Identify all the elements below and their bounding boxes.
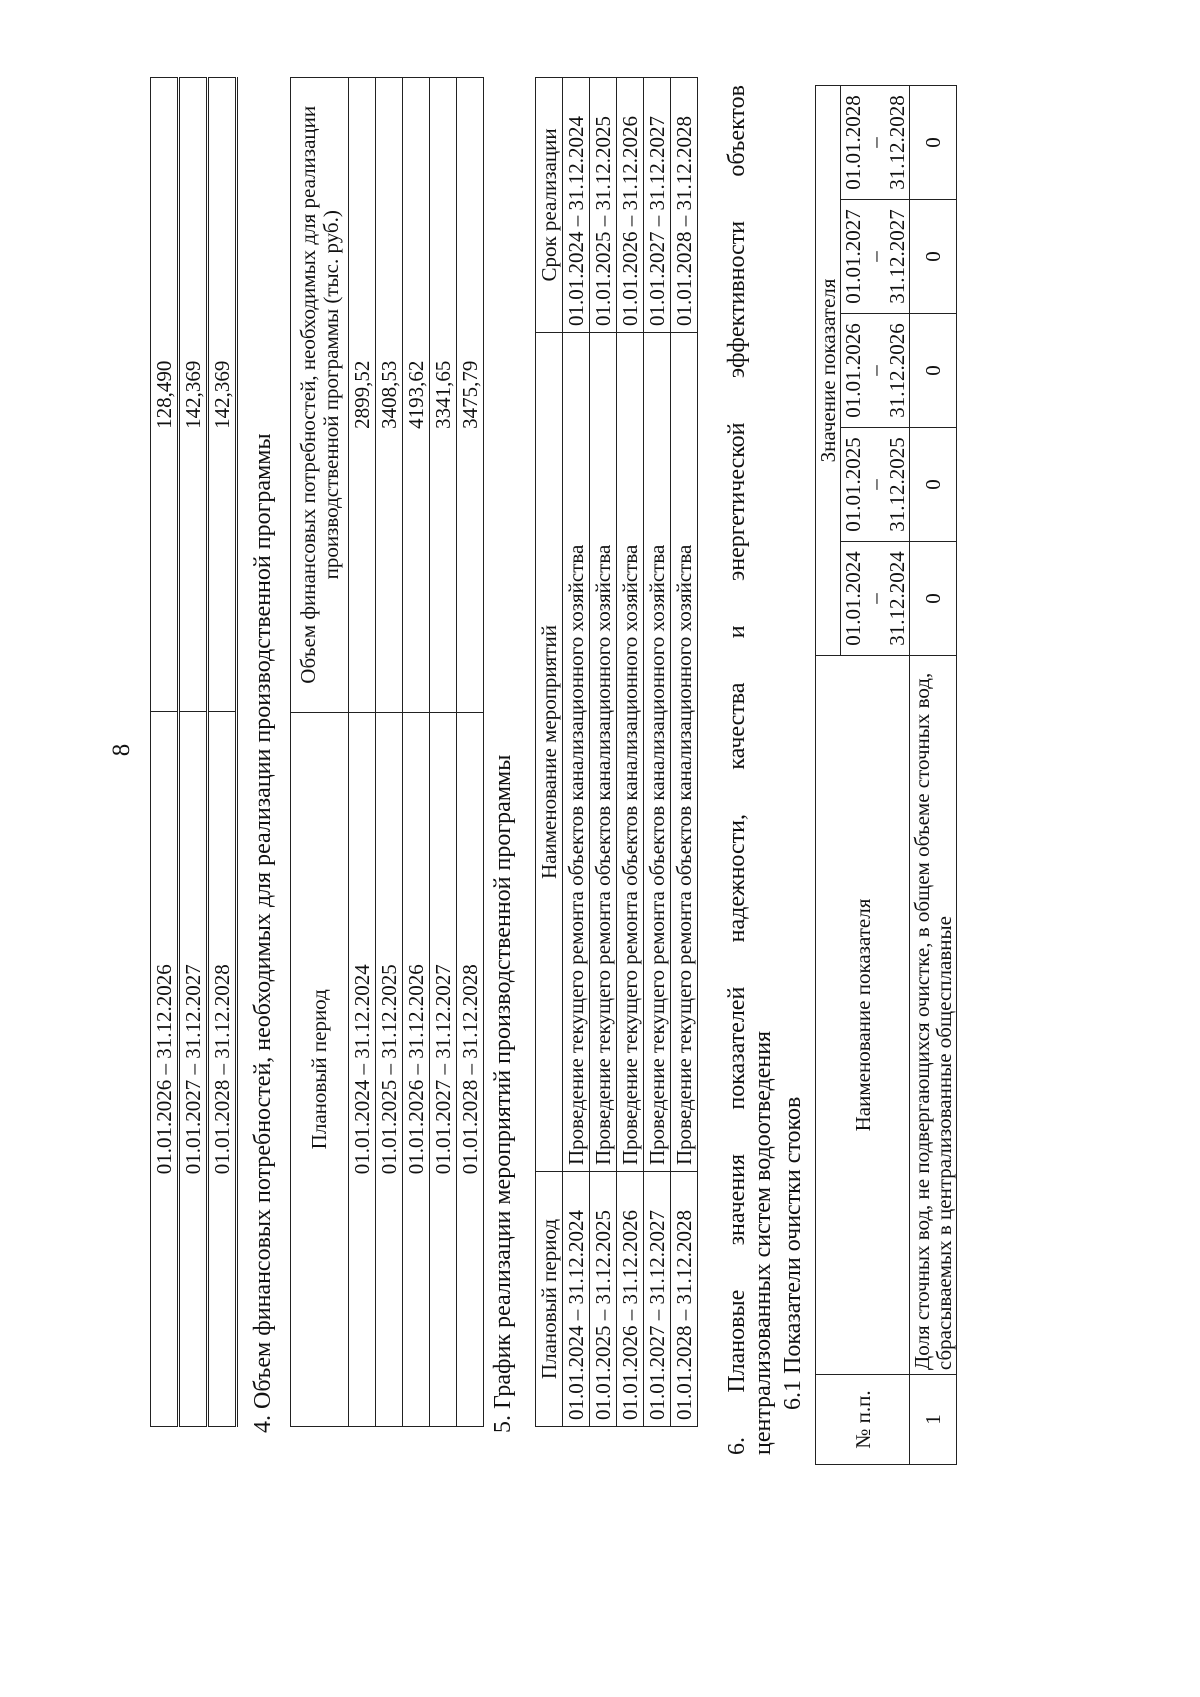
indicator-value: 0 bbox=[910, 314, 957, 428]
heading-word: показателей bbox=[724, 986, 750, 1110]
heading-word: энергетической bbox=[724, 422, 750, 582]
heading-word: качества bbox=[724, 682, 750, 770]
period-header bbox=[841, 86, 910, 200]
table-row bbox=[208, 78, 237, 1427]
term-cell: 01.01.2024 – 31.12.2024 bbox=[563, 78, 590, 333]
period-cell: 01.01.2026 – 31.12.2026 bbox=[151, 712, 179, 1427]
period-dash: – bbox=[863, 137, 888, 148]
table-row bbox=[430, 78, 457, 1427]
period-dash: – bbox=[863, 365, 888, 376]
period-end: 31.12.2027 bbox=[885, 209, 910, 304]
period-cell: 01.01.2027 – 31.12.2027 bbox=[644, 1172, 671, 1427]
table-row bbox=[376, 78, 403, 1427]
value-cell: 4193,62 bbox=[403, 78, 430, 713]
continued-table bbox=[150, 77, 238, 1427]
period-start: 01.01.2028 bbox=[841, 95, 866, 190]
heading-word: значения bbox=[724, 1153, 750, 1246]
section-5-heading: 5. График реализации мероприятий производственной программы bbox=[490, 754, 516, 1433]
term-cell: 01.01.2026 – 31.12.2026 bbox=[617, 78, 644, 333]
heading-word: 6. bbox=[724, 1437, 750, 1455]
activity-cell: Проведение текущего ремонта объектов канализационного хозяйства bbox=[563, 332, 590, 1171]
header-name: Наименование мероприятий bbox=[536, 332, 563, 1171]
table-row bbox=[563, 78, 590, 1427]
header-indicator-name: Наименование показателя bbox=[816, 655, 910, 1374]
section-6-heading-line-2: централизованных систем водоотведения bbox=[750, 1030, 777, 1455]
term-cell: 01.01.2025 – 31.12.2025 bbox=[590, 78, 617, 333]
period-cell: 01.01.2024 – 31.12.2024 bbox=[349, 712, 376, 1426]
activity-cell: Проведение текущего ремонта объектов канализационного хозяйства bbox=[617, 332, 644, 1171]
value-cell: 3408,53 bbox=[376, 78, 403, 713]
schedule-table bbox=[535, 77, 698, 1427]
table-row bbox=[910, 86, 957, 1465]
indicator-name-cell: Доля сточных вод, не подвергающихся очистке, в общем объеме сточных вод, сбрасываемых в централизованные общесплавные bbox=[910, 655, 957, 1374]
header-term: Срок реализации bbox=[536, 78, 563, 333]
section-6-heading-line-1 bbox=[724, 85, 750, 1455]
table-header-row bbox=[816, 86, 841, 1465]
activity-cell: Проведение текущего ремонта объектов канализационного хозяйства bbox=[644, 332, 671, 1171]
period-start: 01.01.2025 bbox=[841, 437, 866, 532]
table-row bbox=[349, 78, 376, 1427]
table-row bbox=[457, 78, 484, 1427]
period-dash: – bbox=[863, 251, 888, 262]
heading-word: эффективности bbox=[724, 220, 750, 379]
table-row bbox=[617, 78, 644, 1427]
period-cell: 01.01.2026 – 31.12.2026 bbox=[403, 712, 430, 1426]
value-cell: 3475,79 bbox=[457, 78, 484, 713]
period-cell: 01.01.2028 – 31.12.2028 bbox=[457, 712, 484, 1426]
period-header bbox=[841, 314, 910, 428]
activity-cell: Проведение текущего ремонта объектов канализационного хозяйства bbox=[590, 332, 617, 1171]
rotated-page-content bbox=[0, 50, 1200, 1620]
period-start: 01.01.2027 bbox=[841, 209, 866, 304]
period-cell: 01.01.2028 – 31.12.2028 bbox=[208, 712, 237, 1427]
header-volume: Объем финансовых потребностей, необходимых для реализации производственной программы (тыс. руб.) bbox=[291, 78, 349, 713]
section-6-heading bbox=[724, 85, 777, 1455]
period-cell: 01.01.2026 – 31.12.2026 bbox=[617, 1172, 644, 1427]
section-6-1-heading: 6.1 Показатели очистки стоков bbox=[780, 1096, 806, 1410]
table-row bbox=[179, 78, 208, 1427]
period-cell: 01.01.2025 – 31.12.2025 bbox=[590, 1172, 617, 1427]
page-number: 8 bbox=[108, 743, 135, 757]
header-indicator-value: Значение показателя bbox=[816, 86, 841, 656]
term-cell: 01.01.2028 – 31.12.2028 bbox=[671, 78, 698, 333]
table-header-row bbox=[536, 78, 563, 1427]
indicator-value: 0 bbox=[910, 541, 957, 655]
heading-word: объектов bbox=[724, 85, 750, 177]
table-row bbox=[644, 78, 671, 1427]
section-4-heading: 4. Объем финансовых потребностей, необходимых для реализации производственной программы bbox=[250, 433, 276, 1433]
heading-word: и bbox=[724, 625, 750, 639]
header-num: № п.п. bbox=[816, 1375, 910, 1465]
period-dash: – bbox=[863, 479, 888, 490]
value-cell: 128,490 bbox=[151, 78, 179, 712]
period-dash: – bbox=[863, 593, 888, 604]
period-end: 31.12.2028 bbox=[885, 95, 910, 190]
table-row bbox=[590, 78, 617, 1427]
period-start: 01.01.2026 bbox=[841, 323, 866, 418]
value-cell: 142,369 bbox=[208, 78, 237, 712]
period-header bbox=[841, 541, 910, 655]
table-row bbox=[151, 78, 179, 1427]
term-cell: 01.01.2027 – 31.12.2027 bbox=[644, 78, 671, 333]
period-cell: 01.01.2025 – 31.12.2025 bbox=[376, 712, 403, 1426]
period-cell: 01.01.2024 – 31.12.2024 bbox=[563, 1172, 590, 1427]
value-cell: 142,369 bbox=[179, 78, 208, 712]
value-cell: 2899,52 bbox=[349, 78, 376, 713]
indicator-value: 0 bbox=[910, 200, 957, 314]
table-row bbox=[671, 78, 698, 1427]
period-end: 31.12.2024 bbox=[885, 551, 910, 646]
indicator-value: 0 bbox=[910, 428, 957, 542]
table-header-row bbox=[291, 78, 349, 1427]
row-number: 1 bbox=[910, 1375, 957, 1465]
period-header bbox=[841, 428, 910, 542]
heading-word: Плановые bbox=[724, 1289, 750, 1393]
financial-needs-table bbox=[290, 77, 484, 1427]
period-cell: 01.01.2027 – 31.12.2027 bbox=[430, 712, 457, 1426]
period-cell: 01.01.2028 – 31.12.2028 bbox=[671, 1172, 698, 1427]
header-period: Плановый период bbox=[536, 1172, 563, 1427]
period-start: 01.01.2024 bbox=[841, 551, 866, 646]
heading-word: надежности, bbox=[724, 814, 750, 943]
period-end: 31.12.2026 bbox=[885, 323, 910, 418]
period-end: 31.12.2025 bbox=[885, 437, 910, 532]
indicators-table bbox=[815, 85, 957, 1465]
period-header bbox=[841, 200, 910, 314]
indicator-value: 0 bbox=[910, 86, 957, 200]
header-period: Плановый период bbox=[291, 712, 349, 1426]
table-row bbox=[403, 78, 430, 1427]
value-cell: 3341,65 bbox=[430, 78, 457, 713]
period-cell: 01.01.2027 – 31.12.2027 bbox=[179, 712, 208, 1427]
activity-cell: Проведение текущего ремонта объектов канализационного хозяйства bbox=[671, 332, 698, 1171]
